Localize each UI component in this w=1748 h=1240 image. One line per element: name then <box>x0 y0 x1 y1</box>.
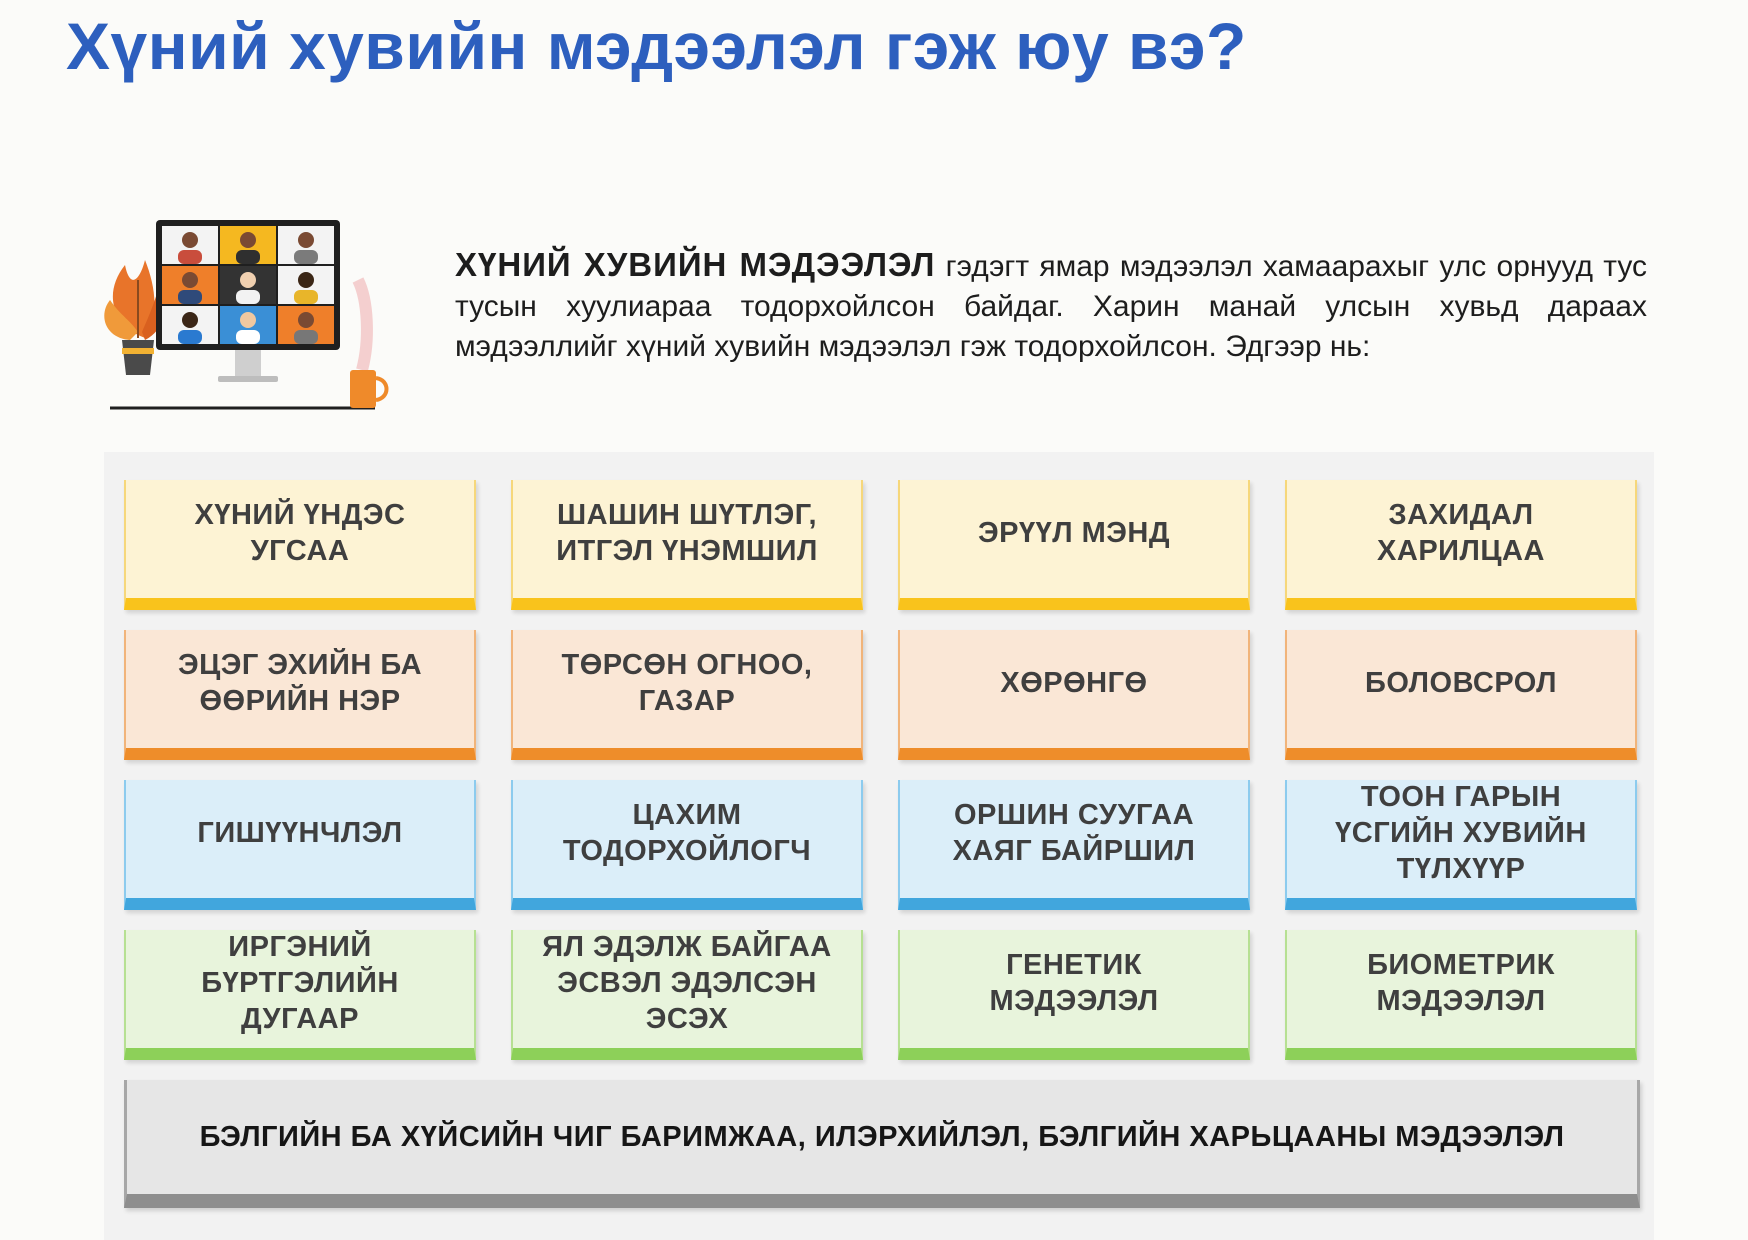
category-tile: ХҮНИЙ ҮНДЭС УГСАА <box>124 480 476 610</box>
plant-icon <box>104 260 164 375</box>
category-tile: ЭЦЭГ ЭХИЙН БА ӨӨРИЙН НЭР <box>124 630 476 760</box>
video-call-grid-icon <box>162 226 334 344</box>
intro-paragraph <box>455 245 1647 367</box>
category-tile: ШАШИН ШҮТЛЭГ, ИТГЭЛ ҮНЭМШИЛ <box>511 480 863 610</box>
category-tile: ТӨРСӨН ОГНОО, ГАЗАР <box>511 630 863 760</box>
cup-icon <box>350 280 387 408</box>
category-tile: БОЛОВСРОЛ <box>1285 630 1637 760</box>
category-tile: ЗАХИДАЛ ХАРИЛЦАА <box>1285 480 1637 610</box>
category-tile: ОРШИН СУУГАА ХАЯГ БАЙРШИЛ <box>898 780 1250 910</box>
category-tile: ТООН ГАРЫН ҮСГИЙН ХУВИЙН ТҮЛХҮҮР <box>1285 780 1637 910</box>
category-tile: ГИШҮҮНЧЛЭЛ <box>124 780 476 910</box>
category-tile-wide: БЭЛГИЙН БА ХҮЙСИЙН ЧИГ БАРИМЖАА, ИЛЭРХИЙЛЭЛ, БЭЛГИЙН ХАРЬЦААНЫ МЭДЭЭЛЭЛ <box>124 1080 1640 1208</box>
intro-body: гэдэгт ямар мэдээлэл хамаарахыг улс орнууд тус тусын хуулиараа тодорхойлсон байдаг. Харин манай улсын хувьд дараах мэдээллийг хүний хувийн мэдээлэл гэж тодорхойлсон. Эдгээр нь: <box>455 250 1647 363</box>
categories-grid <box>124 480 1639 1060</box>
category-tile: ЦАХИМ ТОДОРХОЙЛОГЧ <box>511 780 863 910</box>
page-title: Хүний хувийн мэдээлэл гэж юу вэ? <box>66 9 1247 83</box>
category-tile: ХӨРӨНГӨ <box>898 630 1250 760</box>
category-tile: БИОМЕТРИК МЭДЭЭЛЭЛ <box>1285 930 1637 1060</box>
category-tile: ГЕНЕТИК МЭДЭЭЛЭЛ <box>898 930 1250 1060</box>
category-tile: ЭРҮҮЛ МЭНД <box>898 480 1250 610</box>
monitor-icon <box>100 220 430 415</box>
intro-lead: ХҮНИЙ ХУВИЙН МЭДЭЭЛЭЛ <box>455 246 936 283</box>
video-conference-illustration <box>100 220 430 415</box>
category-tile: ЯЛ ЭДЭЛЖ БАЙГАА ЭСВЭЛ ЭДЭЛСЭН ЭСЭХ <box>511 930 863 1060</box>
category-tile: ИРГЭНИЙ БҮРТГЭЛИЙН ДУГААР <box>124 930 476 1060</box>
